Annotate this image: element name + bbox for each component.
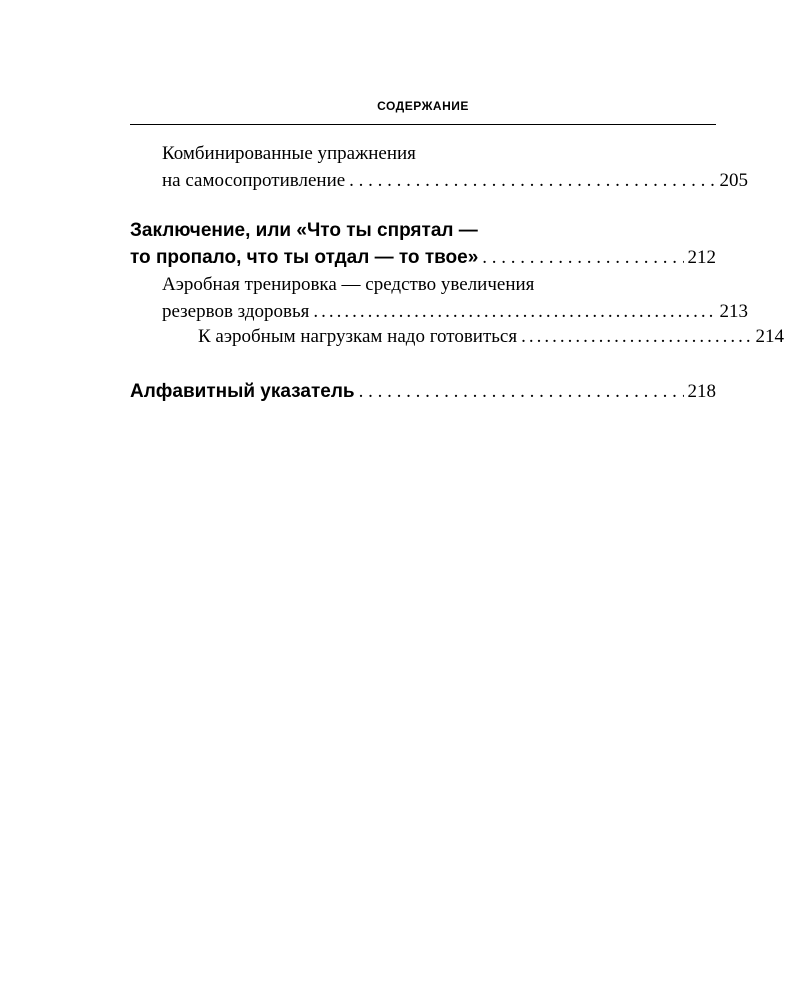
toc-page-number: 213 — [719, 301, 748, 322]
toc-chapter-title-cont: то пропало, что ты отдал — то твое» — [130, 247, 479, 268]
toc-entry[interactable] — [130, 143, 748, 197]
toc-page-number: 218 — [687, 381, 716, 402]
toc-entry[interactable] — [130, 274, 748, 328]
toc-entry-title: Аэробная тренировка — средство увеличения — [162, 274, 535, 295]
toc-entry-title-cont: на самосопротивление — [162, 170, 346, 191]
running-head: СОДЕРЖАНИЕ — [377, 99, 469, 113]
toc-page-number: 205 — [719, 170, 748, 191]
leader-dots — [482, 247, 683, 269]
header-rule — [130, 124, 716, 125]
toc-page-number: 212 — [687, 247, 716, 268]
toc-entry[interactable] — [130, 381, 716, 408]
toc-chapter-title: Алфавитный указатель — [130, 381, 355, 402]
toc-page-number: 214 — [755, 326, 784, 347]
toc-entry[interactable] — [130, 326, 784, 353]
leader-dots — [313, 301, 715, 323]
leader-dots — [349, 170, 715, 192]
toc-entry-title: К аэробным нагрузкам надо готовиться — [198, 326, 518, 347]
toc-entry[interactable] — [130, 220, 716, 274]
toc-entry-title-cont: резервов здоровья — [162, 301, 310, 322]
leader-dots — [521, 326, 751, 348]
toc-entry-title: Комбинированные упражнения — [162, 143, 416, 164]
toc-chapter-title: Заключение, или «Что ты спрятал — — [130, 220, 478, 241]
leader-dots — [359, 381, 684, 403]
